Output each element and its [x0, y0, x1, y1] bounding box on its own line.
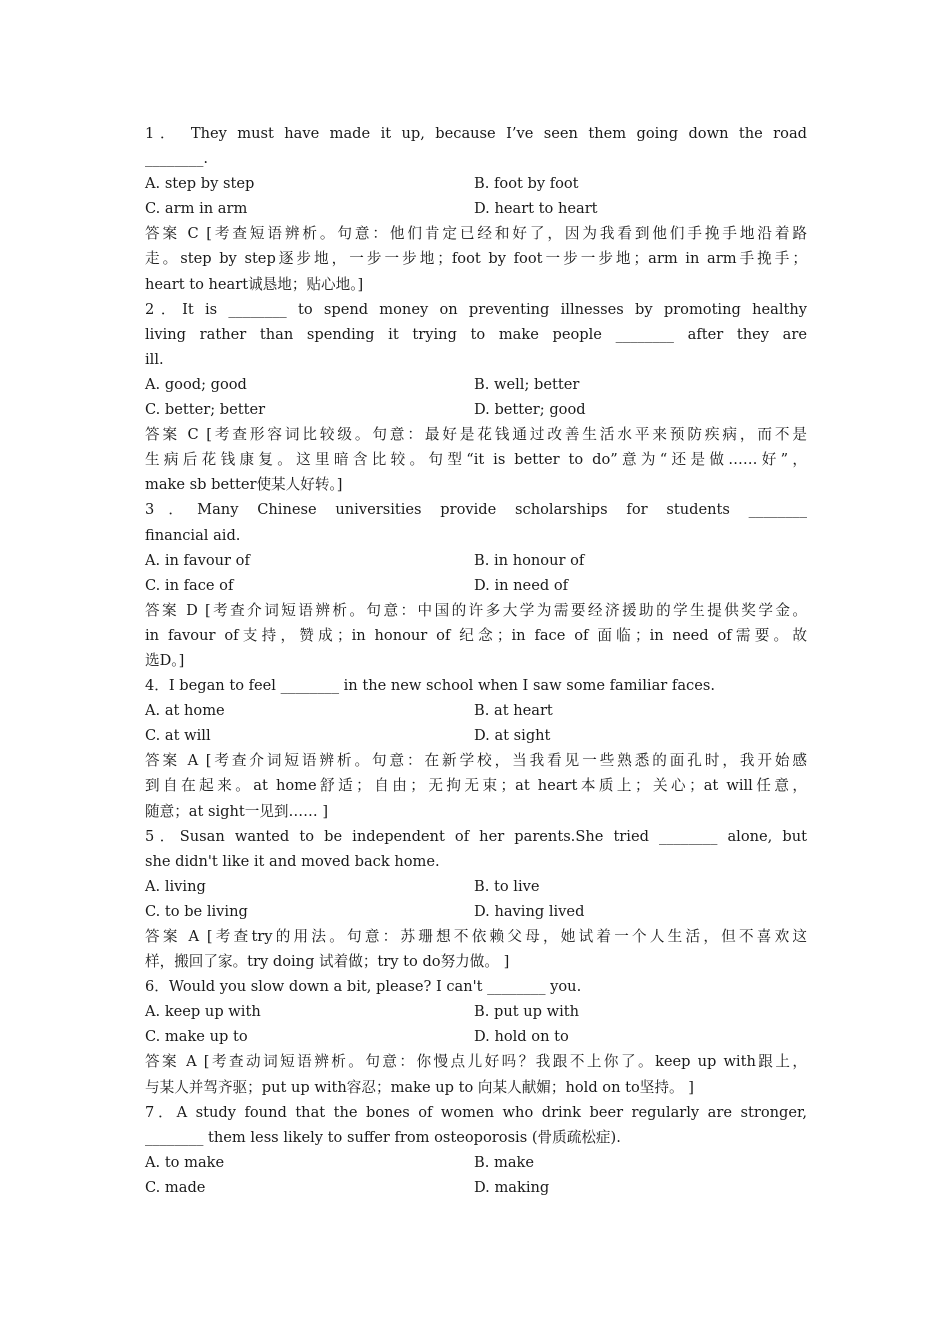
question-stem-line: she didn't like it and moved back home. [145, 852, 440, 870]
question-stem-line: 1． They must have made it up, because I’ve seen them going down the road [145, 125, 807, 142]
question-stem-line: ________. [145, 150, 209, 168]
question-item [145, 121, 807, 297]
answer-option: B. to live [474, 877, 540, 895]
answer-option: A. to make [145, 1153, 225, 1171]
question-stem-line: 2．It is ________ to spend money on preventing illnesses by promoting healthy [145, 300, 807, 318]
answer-explanation-line: 与某人并驾齐驱；put up with容忍；make up to 向某人献媚；hold on to坚持。 ] [145, 1078, 694, 1096]
question-stem-line: ill. [145, 350, 164, 368]
options-row [145, 1024, 807, 1049]
answer-option: A. step by step [145, 175, 255, 193]
answer-explanation-line: 答案 C [考查短语辨析。句意：他们肯定已经和好了，因为我看到他们手挽手地沿着路 [145, 225, 807, 243]
question-item [145, 974, 807, 1099]
answer-option: A. good; good [145, 375, 247, 393]
answer-option: D. better; good [474, 401, 586, 419]
answer-option: C. make up to [145, 1028, 248, 1046]
answer-option: D. in need of [474, 576, 569, 594]
question-stem-line: 6．Would you slow down a bit, please? I can't ________ you. [145, 978, 582, 996]
question-item [145, 824, 807, 975]
answer-explanation-line: 答案 D [考查介词短语辨析。句意：中国的许多大学为需要经济援助的学生提供奖学金。 [145, 601, 807, 619]
options-row [145, 874, 807, 899]
answer-option: D. having lived [474, 902, 585, 920]
answer-option: C. at will [145, 727, 211, 745]
options-row [145, 196, 807, 221]
answer-option: D. heart to heart [474, 200, 598, 218]
answer-option: A. living [145, 877, 206, 895]
options-row [145, 899, 807, 924]
answer-option: A. at home [145, 702, 225, 720]
options-row [145, 723, 807, 748]
options-row [145, 1175, 807, 1200]
answer-option: C. in face of [145, 576, 234, 594]
answer-option: B. in honour of [474, 551, 585, 569]
answer-option: B. well; better [474, 375, 580, 393]
answer-option: D. making [474, 1178, 550, 1196]
question-item [145, 1100, 807, 1200]
options-row [145, 171, 807, 196]
answer-option: A. keep up with [145, 1003, 261, 1021]
question-stem-line: financial aid. [145, 526, 241, 544]
answer-explanation-line: 答案 C [考查形容词比较级。句意：最好是花钱通过改善生活水平来预防疾病，而不是 [145, 426, 807, 444]
answer-option: B. put up with [474, 1003, 580, 1021]
answer-option: B. at heart [474, 702, 553, 720]
question-list [145, 121, 807, 1200]
answer-option: C. to be living [145, 902, 248, 920]
answer-explanation-line: 随意；at sight一见到…… ] [145, 802, 329, 820]
answer-option: D. at sight [474, 727, 551, 745]
question-stem-line: 3．Many Chinese universities provide scholarships for students ________ [145, 501, 807, 519]
answer-explanation-line: heart to heart诚恳地；贴心地。] [145, 275, 364, 293]
question-stem-line: ________ them less likely to suffer from osteoporosis (骨质疏松症). [145, 1128, 621, 1146]
question-item [145, 673, 807, 824]
question-stem-line: 7．A study found that the bones of women who drink beer regularly are stronger, [145, 1103, 807, 1121]
answer-option: C. made [145, 1178, 206, 1196]
answer-explanation-line: 走。step by step逐步地，一步一步地；foot by foot一步一步地；arm in arm手挽手； [145, 250, 807, 268]
options-row [145, 1150, 807, 1175]
question-stem-line: 5．Susan wanted to be independent of her parents.She tried ________ alone, but [145, 827, 807, 845]
question-stem-line: 4．I began to feel ________ in the new school when I saw some familiar faces. [145, 677, 715, 695]
options-row [145, 397, 807, 422]
answer-explanation-line: 生病后花钱康复。这里暗含比较。句型“it is better to do”意为“还是做……好”， [145, 451, 807, 469]
answer-explanation-line: 答案 A [考查try的用法。句意：苏珊想不依赖父母，她试着一个人生活，但不喜欢这 [145, 928, 807, 945]
question-stem-line: living rather than spending it trying to make people ________ after they are [145, 325, 807, 343]
options-row [145, 573, 807, 598]
options-row [145, 698, 807, 723]
question-item [145, 297, 807, 498]
question-item [145, 497, 807, 673]
options-row [145, 999, 807, 1024]
answer-explanation-line: make sb better使某人好转。] [145, 476, 343, 494]
answer-explanation-line: 选D。] [145, 651, 185, 669]
answer-option: C. better; better [145, 401, 266, 419]
options-row [145, 548, 807, 573]
answer-option: D. hold on to [474, 1028, 569, 1046]
answer-explanation-line: 答案 A [考查介词短语辨析。句意：在新学校，当我看见一些熟悉的面孔时，我开始感 [145, 752, 807, 770]
answer-option: B. foot by foot [474, 175, 579, 193]
answer-explanation-line: 到自在起来。at home舒适；自由；无拘无束；at heart本质上；关心；at will任意， [145, 777, 807, 795]
answer-option: A. in favour of [145, 551, 250, 569]
answer-explanation-line: 答案 A [考查动词短语辨析。句意：你慢点儿好吗？我跟不上你了。keep up with跟上， [145, 1053, 807, 1071]
answer-explanation-line: 样，搬回了家。try doing 试着做；try to do努力做。 ] [145, 953, 510, 971]
answer-explanation-line: in favour of支持，赞成；in honour of 纪念；in face of 面临；in need of需要。故 [145, 626, 807, 644]
answer-option: B. make [474, 1153, 535, 1171]
options-row [145, 372, 807, 397]
answer-option: C. arm in arm [145, 200, 248, 218]
